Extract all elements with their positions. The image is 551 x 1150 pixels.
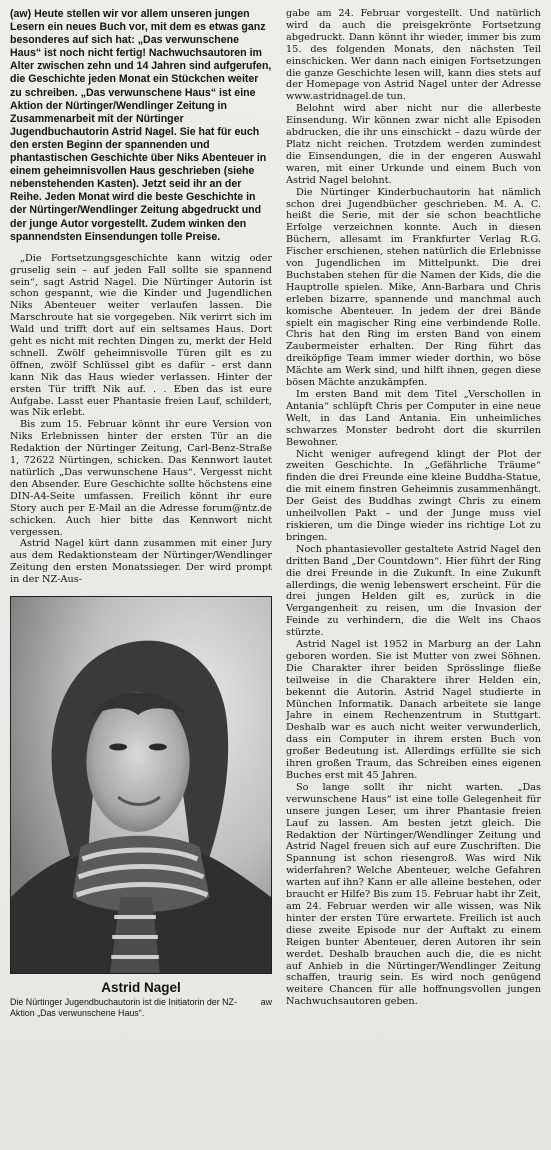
left-body [10,253,272,586]
right-paragraph-6: Noch phantasievoller gestaltete Astrid Nagel den dritten Band „Der Countdown“. Hier führt der Ring die drei Freunde in die Zukunft. In eine Zukunft allerdings, die wenig lebenswert erscheint. Für die drei jungen Helden gilt es, zurück in die Vergangenheit zu reisen, um die Invasion der Feinde zu verhindern, die die Welt ins Chaos stürzte. [286,543,541,639]
right-paragraph-3: Die Nürtinger Kinderbuchautorin hat nämlich schon drei Jugendbücher geschrieben. M. A. C. heißt die Serie, mit der sie schon beachtliche Erfolge verzeichnen konnte. Auch in diesen Büchern, allesamt im Frankfurter Verlag R.G. Fischer erschienen, stehen natürlich die Erlebnisse von Jugendlichen im Mittelpunkt. Die drei Buchstaben stehen für die Namen der Kids, die die Hauptrolle spielen. Mike, Ann-Barbara und Chris erleben bizarre, spannende und manchmal auch komische Abenteuer. In jedem der drei Bände spielt ein magischer Ring eine verbindende Rolle. Chris hat den Ring im ersten Band von einem Zaubermeister erhalten. Der Ring führt das dreiköpfige Team immer wieder dorthin, wo böse Mächte am Werk sind, und hilft ihnen, gegen diese bösen Mächte anzukämpfen. [286,186,541,389]
caption-text: Die Nürtinger Jugendbuchautorin ist die Initiatorin der NZ-Aktion „Das verwunschene Haus“. [10,997,237,1019]
right-paragraph-8: So lange sollt ihr nicht warten. „Das verwunschene Haus“ ist eine tolle Gelegenheit für unsere jungen Leser, um ihrer Phantasie freien Lauf zu lassen. Am besten jetzt gleich. Die Redaktion der Nürtinger/Wendlinger Zeitung und Astrid Nagel freuen sich auf eure Zuschriften. Die Spannung ist schon riesengroß. Was wird Nik widerfahren? Welche Abenteuer, welche Gefahren warten auf ihn? Kann er alle alleine bestehen, oder braucht er Hilfe? Bis zum 15. Februar habt ihr Zeit, am 24. Februar werden wir alle wissen, was Nik hinter der ersten Türe erwartete. Freilich ist auch diese zweite Episode nur der Auftakt zu einem Reigen bunter Abenteuer, deren Autoren ihr sein werdet. Deshalb brauchen auch die, die es nicht auf Anhieb in die Nürtinger/Wendlinger Zeitung schaffen, traurig sein. Es wird noch genügend weitere Chancen für alle hoffnungsvollen jungen Nachwuchsautoren geben. [286,781,541,1008]
article-lead: (aw) Heute stellen wir vor allem unseren jungen Lesern ein neues Buch vor, mit dem es etwas ganz besonderes auf sich hat: „Das verwunschene Haus“ ist noch nicht fertig! Nachwuchsautoren im Alter zwischen zehn und 14 Jahren sind aufgerufen, die Geschichte jeden Monat ein Stückchen weiter zu schreiben. „Das verwunschene Haus“ ist eine Aktion der Nürtinger/Wendlinger Zeitung in Zusammenarbeit mit der Nürtinger Jugendbuchautorin Astrid Nagel. Sie hat für euch den ersten Beginn der spannenden und phantastischen Geschichte über Niks Abenteuer in einem geheimnisvollen Haus geschrieben (siehe nebenstehenden Kasten). Jetzt seid ihr an der Reihe. Jeden Monat wird die beste Geschichte in der Nürtinger/Wendlinger Zeitung abgedruckt und der junge Autor vorgestellt. Zudem winken den spannendsten Einsendungen tolle Preise. [10,8,272,243]
right-paragraph-7: Astrid Nagel ist 1952 in Marburg an der Lahn geboren worden. Sie ist Mutter von zwei Söhnen. Die Charakter ihrer beiden Sprösslinge fließe teilweise in die Charaktere ihrer Helden ein, bekennt die Autorin. Astrid Nagel studierte in München Informatik. Danach arbeitete sie lange Jahre in einem Rechenzentrum in Stuttgart. Deshalb war es auch nicht weiter verwunderlich, dass ein Computer in ihrem ersten Buch von großer Bedeutung ist. Allerdings erfüllte sie sich ihren großen Traum, das Schreiben eines eigenen Buches erst mit 45 Jahren. [286,639,541,781]
left-paragraph-1: „Die Fortsetzungsgeschichte kann witzig oder gruselig sein – auf jeden Fall sollte sie spannend sein“, sagt Astrid Nagel. Die Nürtinger Autorin ist schon gespannt, wie die Kinder und Jugendlichen Niks Abenteuer weiter verlaufen lassen. Die Marschroute hat sie vorgegeben. Nik verirrt sich im Wald und trifft dort auf ein seltsames Haus. Dort geht es nicht mit rechten Dingen zu, merkt der Held schnell. Zwölf geheimnisvolle Türen gilt es zu öffnen, zwölf Schlüssel gibt es dafür – erst dann kann Nik das Haus wieder verlassen. Hinter der ersten Tür trifft Nik auf. . . Eben das ist eure Aufgabe. Lasst euer Phantasie freien Lauf, schildert, was Nik erlebt. [10,252,272,419]
left-paragraph-2: Bis zum 15. Februar könnt ihr eure Version von Niks Erlebnissen hinter der ersten Tür an die Redaktion der Nürtinger Zeitung, Carl-Benz-Straße 1, 72622 Nürtingen, schicken. Das Kennwort lautet natürlich „Das verwunschene Haus“. Vergesst nicht den Absender. Eure Geschichte sollte höchstens eine DIN-A4-Seite umfassen. Freilich könnt ihr eure Story auch per E-Mail an die Adresse forum@ntz.de schicken. Auch hier bitte das Kennwort nicht vergessen. [10,419,272,538]
photo-name-label: Astrid Nagel [101,980,181,996]
right-paragraph-1: gabe am 24. Februar vorgestellt. Und natürlich wird da auch die preisgekrönte Fortsetzung abgedruckt. Dann könnt ihr wieder, immer bis zum 15. des folgenden Monats, den nächsten Teil einschicken. Wer dann nach einigen Fortsetzungen die ganze Geschichte lesen will, kann dies stets auf der Homepage von Astrid Nagel unter der Adresse www.astridnagel.de tun. [286,8,541,103]
right-column [286,8,541,1140]
article-columns [10,8,541,1140]
photo-caption [10,997,272,1019]
right-paragraph-4: Im ersten Band mit dem Titel „Verschollen in Antania“ schlüpft Chris per Computer in eine neue Welt, in das Land Antania. Ein unheimliches schwarzes Monster bedroht dort die skurrilen Bewohner. [286,389,541,448]
author-photo [10,596,272,974]
left-column [10,8,272,1140]
right-paragraph-5: Nicht weniger aufregend klingt der Plot der zweiten Geschichte. In „Gefährliche Träume“ finden die drei Freunde eine kleine Buddha-Statue, die mit einem finstren Geheimnis zusammenhängt. Der Geist des Buddhas zwingt Chris zu einem unheilvollen Pakt – und der Junge muss viel riskieren, um die Dinge wieder ins richtige Lot zu bringen. [286,448,541,543]
caption-author: aw [260,997,272,1008]
right-paragraph-2: Belohnt wird aber nicht nur die allerbeste Einsendung. Wir können zwar nicht alle Episoden abdrucken, die ihr uns einschickt – dazu würde der Platz nicht reichen. Trotzdem werden zumindest die Einsendungen, die in der engeren Auswahl waren, mit einer Urkunde und einem Buch von Astrid Nagel belohnt. [286,103,541,186]
portrait-image [11,597,271,973]
left-paragraph-3: Astrid Nagel kürt dann zusammen mit einer Jury aus dem Redaktionsteam der Nürtinger/Wendlinger Zeitung den ersten Monatssieger. Der wird prompt in der NZ-Aus- [10,538,272,586]
